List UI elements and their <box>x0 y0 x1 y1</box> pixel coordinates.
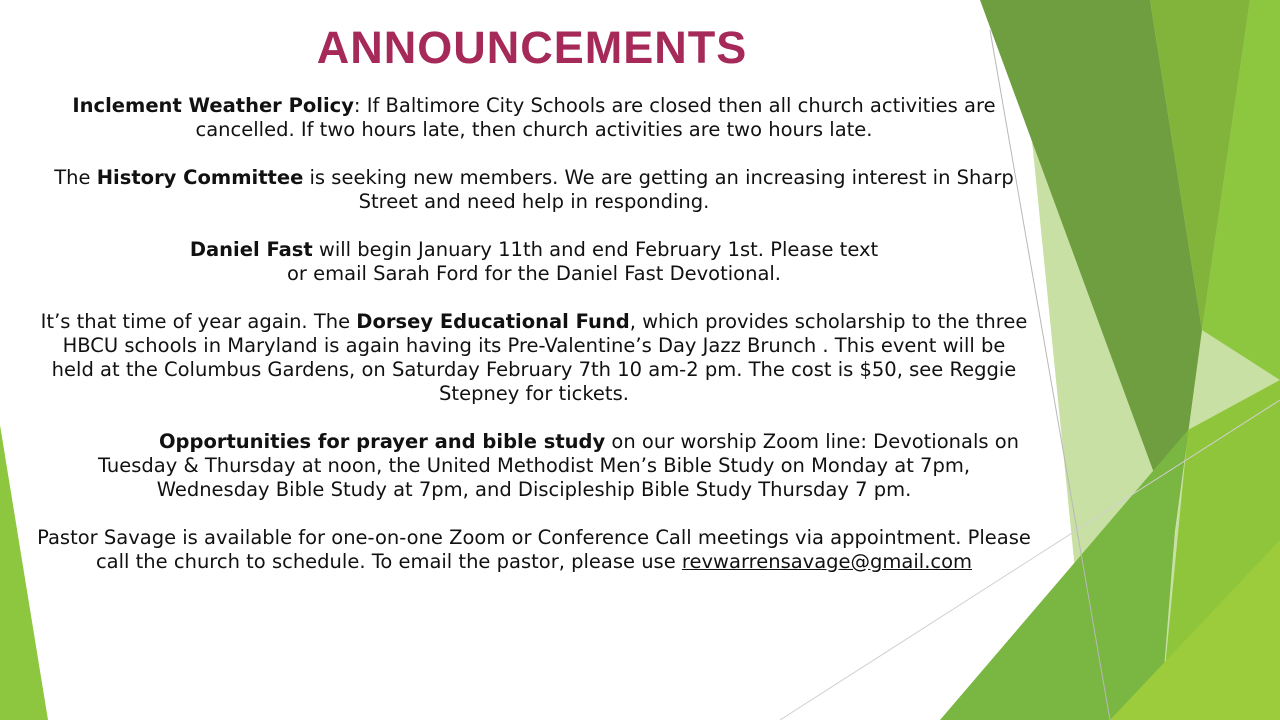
daniel-fast-text-2: or email Sarah Ford for the Daniel Fast Devotional. <box>286 262 782 285</box>
history-committee-paragraph <box>40 166 1028 214</box>
dorsey-fund-paragraph <box>40 310 1028 406</box>
weather-policy-text-1: : If Baltimore City Schools are closed then all church activities are <box>353 94 996 117</box>
weather-policy-heading: Inclement Weather Policy <box>72 94 354 117</box>
dorsey-text-3: held at the Columbus Gardens, on Saturday February 7th 10 am-2 pm. The cost is $50, see Reggie <box>51 358 1017 381</box>
dorsey-fund-heading: Dorsey Educational Fund <box>356 310 630 333</box>
daniel-fast-heading: Daniel Fast <box>189 238 313 261</box>
pastor-contact-paragraph <box>30 526 1038 574</box>
history-prefix: The <box>54 166 97 189</box>
daniel-fast-text-1: will begin January 11th and end February 1st. Please text <box>312 238 879 261</box>
prayer-text-3: Wednesday Bible Study at 7pm, and Discipleship Bible Study Thursday 7 pm. <box>156 478 912 501</box>
daniel-fast-paragraph <box>40 238 1028 286</box>
dorsey-text-1: , which provides scholarship to the three <box>629 310 1028 333</box>
history-text-2: Street and need help in responding. <box>358 190 710 213</box>
prayer-text-1: on our worship Zoom line: Devotionals on <box>605 430 1020 453</box>
slide-title: ANNOUNCEMENTS <box>316 22 748 73</box>
prayer-heading: Opportunities for prayer and bible study <box>158 430 606 453</box>
dorsey-prefix: It’s that time of year again. The <box>40 310 357 333</box>
pastor-text-2: call the church to schedule. To email the pastor, please use <box>95 550 682 573</box>
prayer-text-2: Tuesday & Thursday at noon, the United Methodist Men’s Bible Study on Monday at 7pm, <box>97 454 971 477</box>
prayer-bible-study-paragraph <box>40 430 1028 502</box>
pastor-text-1: Pastor Savage is available for one-on-one Zoom or Conference Call meetings via appointment. Please <box>37 526 1031 549</box>
pastor-email-link[interactable]: revwarrensavage@gmail.com <box>681 550 973 573</box>
weather-policy-text-2: cancelled. If two hours late, then church activities are two hours late. <box>195 118 873 141</box>
dorsey-text-4: Stepney for tickets. <box>439 382 629 405</box>
history-text-1: is seeking new members. We are getting an increasing interest in Sharp <box>303 166 1014 189</box>
history-committee-heading: History Committee <box>96 166 304 189</box>
weather-policy-paragraph <box>40 94 1028 142</box>
dorsey-text-2: HBCU schools in Maryland is again having its Pre-Valentine’s Day Jazz Brunch . This event will be <box>62 334 1006 357</box>
